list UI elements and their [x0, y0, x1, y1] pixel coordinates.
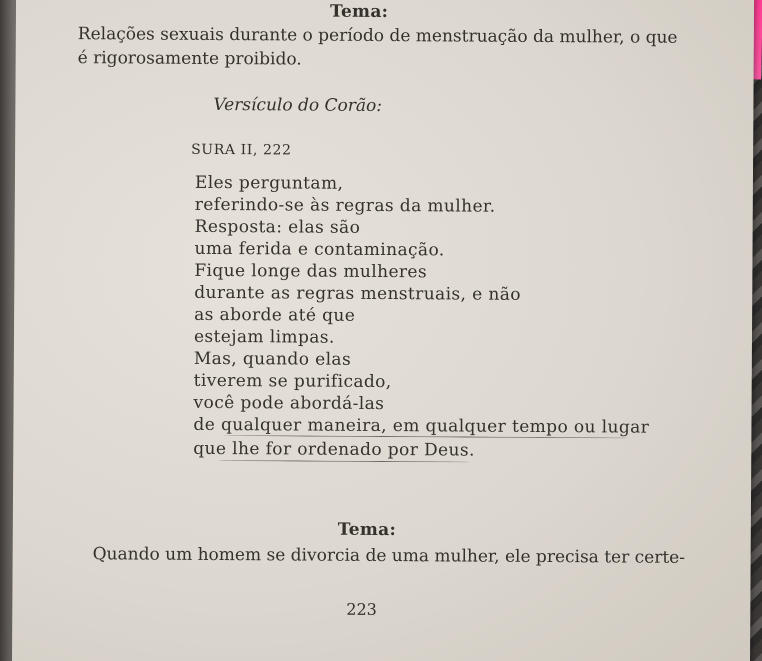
- topic-label-bottom: Tema:: [337, 519, 397, 541]
- sura-reference: SURA II, 222: [191, 141, 292, 159]
- verse-line-7: as aborde até que: [194, 304, 356, 326]
- topic-label-top: Tema:: [329, 1, 389, 23]
- page-number: 223: [346, 599, 377, 619]
- verse-line-12: de qualquer maneira, em qualquer tempo ou lugar: [193, 414, 650, 438]
- verse-line-10: tiverem se purificado,: [193, 370, 392, 393]
- book-page: [12, 0, 754, 661]
- verse-line-11: você pode abordá-las: [193, 392, 385, 415]
- verse-line-4: uma ferida e contaminação.: [194, 238, 445, 261]
- topic-paragraph-line-1: Relações sexuais durante o período de menstruação da mulher, o que: [77, 24, 678, 48]
- verse-line-3: Resposta: elas são: [194, 216, 361, 238]
- verse-line-8: estejam limpas.: [193, 326, 335, 348]
- verse-line-5: Fique longe das mulheres: [194, 260, 428, 283]
- pen-underline-2: [219, 460, 469, 463]
- topic-paragraph-line-2: é rigorosamente proibido.: [77, 48, 302, 70]
- verse-line-13: que lhe for ordenado por Deus.: [193, 438, 475, 461]
- bottom-paragraph-line-1: Quando um homem se divorcia de uma mulher, ele precisa ter certe-: [92, 544, 686, 568]
- verse-line-1: Eles perguntam,: [194, 172, 344, 194]
- verse-heading: Versículo do Corão:: [213, 94, 383, 116]
- verse-line-9: Mas, quando elas: [193, 348, 352, 370]
- verse-line-2: referindo-se às regras da mulher.: [194, 194, 496, 217]
- verse-line-6: durante as regras menstruais, e não: [194, 282, 522, 305]
